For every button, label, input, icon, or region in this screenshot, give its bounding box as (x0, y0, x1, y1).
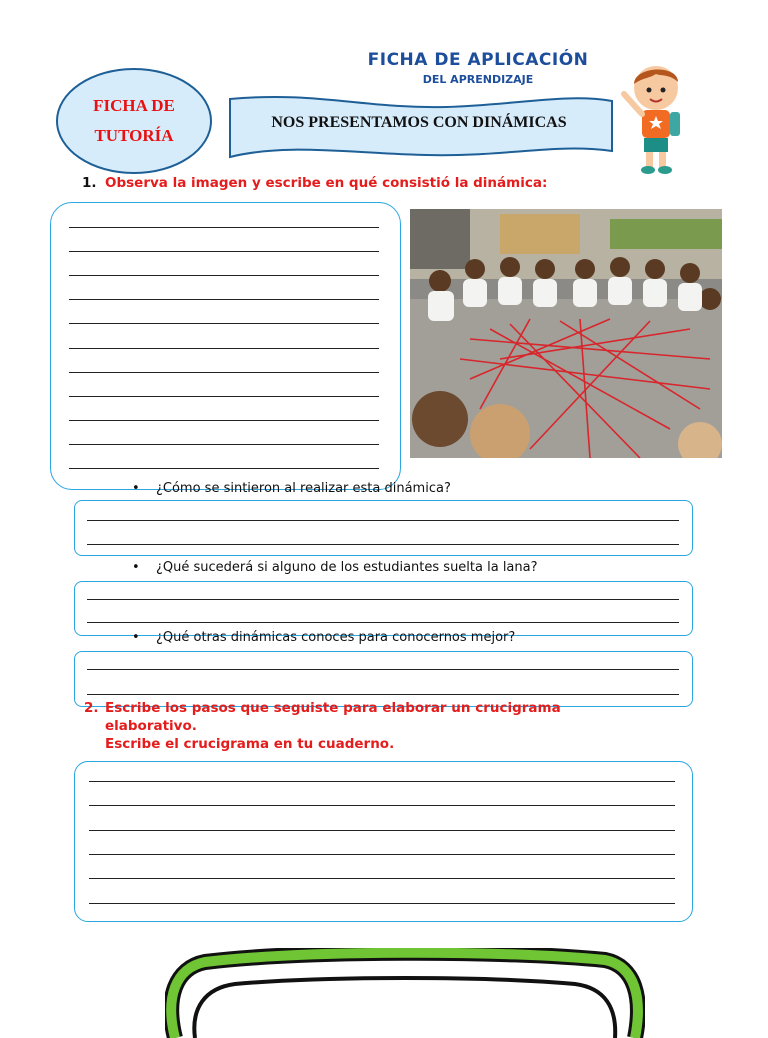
bullet-symbol: • (132, 560, 140, 575)
page-title: NOS PRESENTAMOS CON DINÁMICAS (271, 114, 567, 131)
tutoria-badge (56, 68, 212, 174)
bullet-question-3: ¿Qué otras dinámicas conoces para conocernos mejor? (156, 630, 516, 645)
bullet-symbol: • (132, 630, 140, 645)
classroom-dynamic-photo (410, 209, 722, 458)
answer-box-q1[interactable] (50, 202, 401, 490)
app-subtitle: DEL APRENDIZAJE (422, 73, 534, 86)
answer-box-b2[interactable] (74, 581, 693, 636)
decorative-frame (165, 948, 645, 1038)
app-title: FICHA DE APLICACIÓN (367, 50, 589, 70)
badge-line-2: TUTORÍA (94, 126, 174, 145)
question-2-line-1: Escribe los pasos que seguiste para elaborar un crucigrama (105, 700, 561, 716)
question-1-number: 1. (82, 175, 97, 191)
bullet-question-1: ¿Cómo se sintieron al realizar esta dinámica? (156, 481, 451, 496)
answer-box-b3[interactable] (74, 651, 693, 707)
question-1-text: Observa la imagen y escribe en qué consistió la dinámica: (105, 175, 548, 191)
question-2-line-3: Escribe el crucigrama en tu cuaderno. (105, 736, 395, 752)
question-2-line-2: elaborativo. (105, 718, 197, 734)
answer-box-b1[interactable] (74, 500, 693, 556)
cartoon-student-illustration (616, 58, 696, 178)
bullet-question-2: ¿Qué sucederá si alguno de los estudiantes suelta la lana? (156, 560, 538, 575)
badge-line-1: FICHA DE (93, 96, 175, 115)
answer-box-q2[interactable] (74, 761, 693, 922)
question-2-number: 2. (84, 700, 99, 716)
bullet-symbol: • (132, 481, 140, 496)
